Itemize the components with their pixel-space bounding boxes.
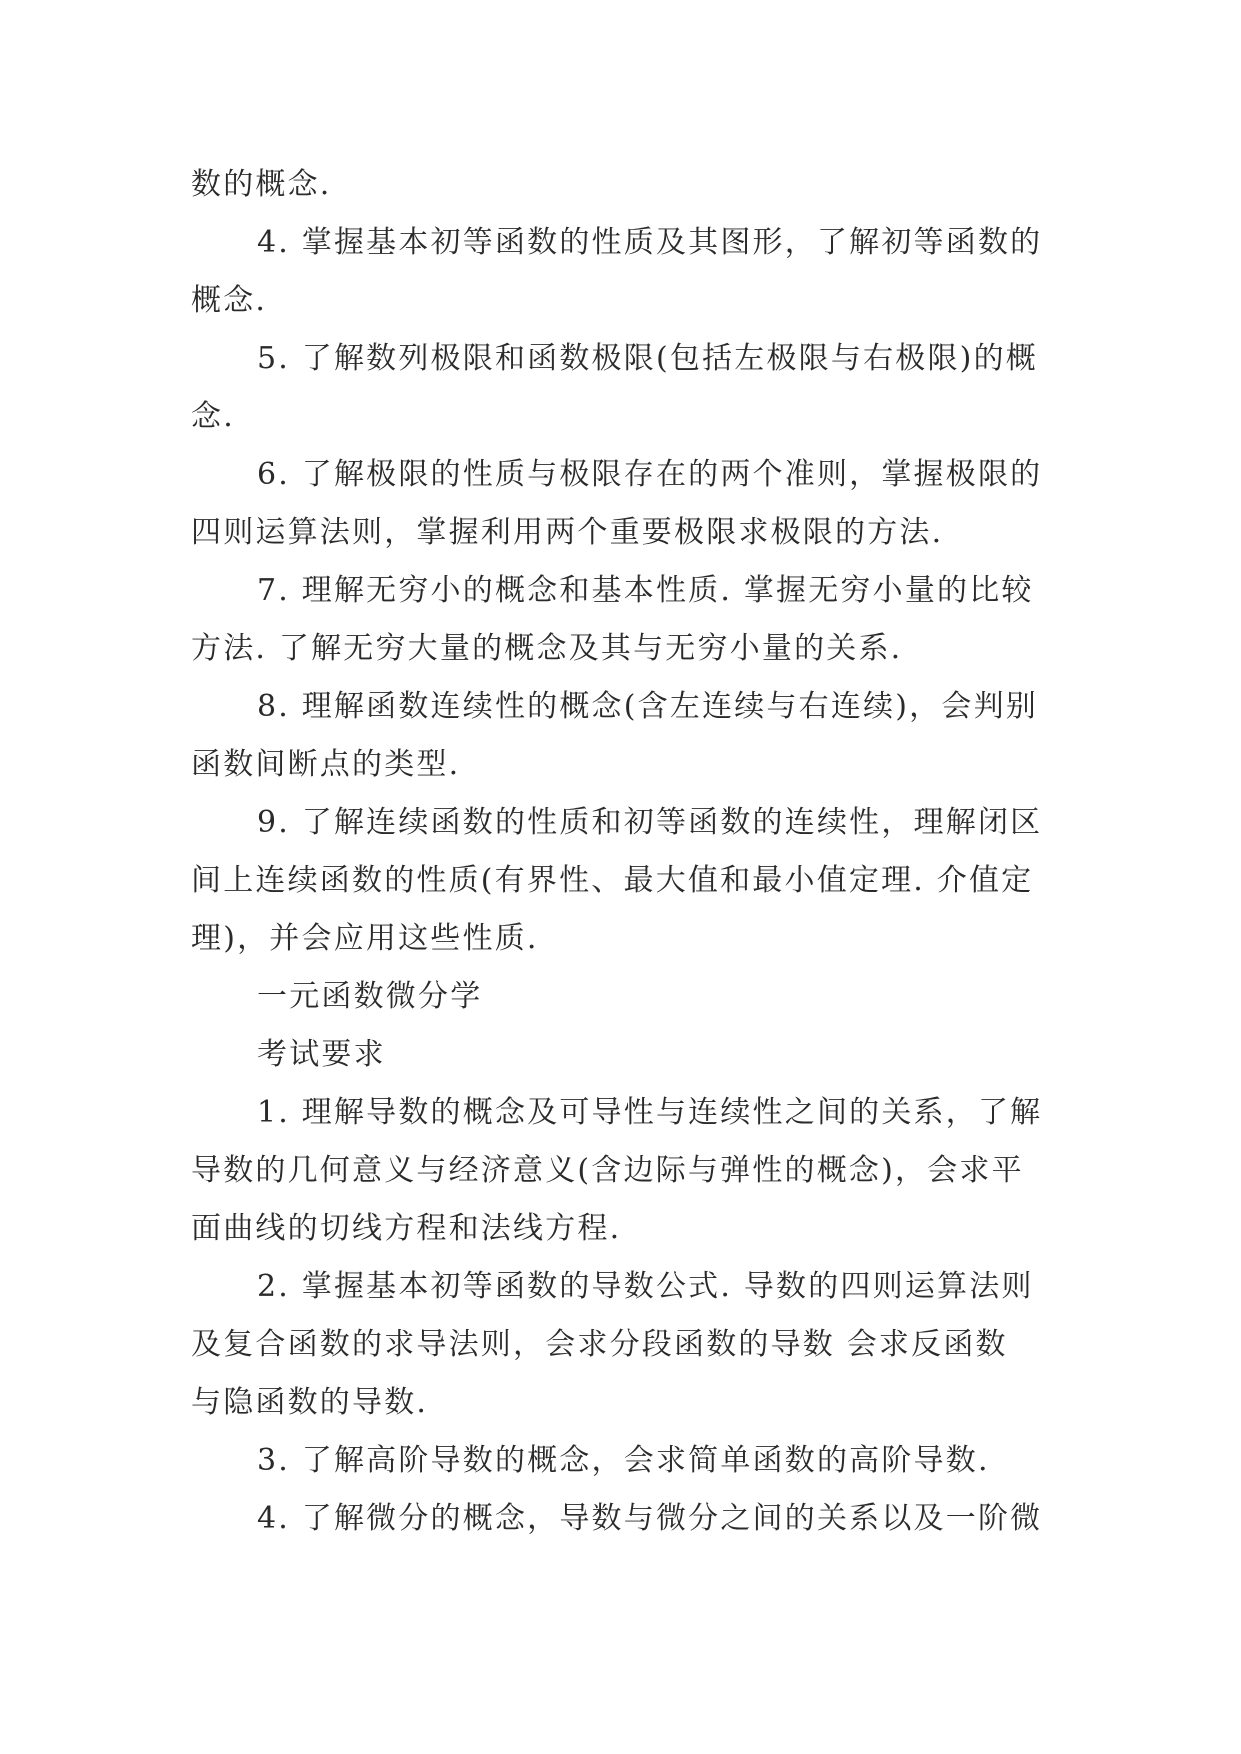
paragraph-item-4 bbox=[191, 214, 1051, 330]
section-title: 一元函数微分学 bbox=[257, 979, 483, 1014]
text-line: 数的概念. bbox=[191, 167, 332, 202]
paragraph-item-8 bbox=[191, 678, 1051, 794]
text-line: 3. 了解高阶导数的概念，会求简单函数的高阶导数. bbox=[257, 1443, 990, 1478]
text-line: 间上连续函数的性质(有界性、最大值和最小值定理. 介值定 bbox=[191, 863, 1034, 898]
paragraph-req-3 bbox=[191, 1432, 1051, 1490]
subsection-title: 考试要求 bbox=[257, 1037, 386, 1072]
paragraph-req-1 bbox=[191, 1084, 1051, 1258]
paragraph-item-9 bbox=[191, 794, 1051, 968]
paragraph-continuation bbox=[191, 156, 1051, 214]
text-line: 概念. bbox=[191, 283, 268, 318]
paragraph-item-5 bbox=[191, 330, 1051, 446]
text-line: 理)，并会应用这些性质. bbox=[191, 921, 539, 956]
text-line: 2. 掌握基本初等函数的导数公式. 导数的四则运算法则 bbox=[257, 1269, 1034, 1304]
text-line: 5. 了解数列极限和函数极限(包括左极限与右极限)的概 bbox=[257, 341, 1038, 376]
paragraph-item-6 bbox=[191, 446, 1051, 562]
text-line: 8. 理解函数连续性的概念(含左连续与右连续)，会判别 bbox=[257, 689, 1038, 724]
text-line: 方法. 了解无穷大量的概念及其与无穷小量的关系. bbox=[191, 631, 903, 666]
section-heading bbox=[191, 968, 1051, 1026]
text-line: 四则运算法则，掌握利用两个重要极限求极限的方法. bbox=[191, 515, 944, 550]
text-line: 6. 了解极限的性质与极限存在的两个准则，掌握极限的 bbox=[257, 457, 1043, 492]
paragraph-item-7 bbox=[191, 562, 1051, 678]
document-body bbox=[191, 156, 1051, 1548]
text-line: 4. 了解微分的概念，导数与微分之间的关系以及一阶微 bbox=[257, 1501, 1043, 1536]
text-line: 4. 掌握基本初等函数的性质及其图形，了解初等函数的 bbox=[257, 225, 1043, 260]
text-line: 7. 理解无穷小的概念和基本性质. 掌握无穷小量的比较 bbox=[257, 573, 1034, 608]
text-line: 9. 了解连续函数的性质和初等函数的连续性，理解闭区 bbox=[257, 805, 1043, 840]
text-line: 念. bbox=[191, 399, 235, 434]
text-line: 及复合函数的求导法则，会求分段函数的导数 会求反函数 bbox=[191, 1327, 1008, 1362]
text-line: 面曲线的切线方程和法线方程. bbox=[191, 1211, 622, 1246]
text-line: 函数间断点的类型. bbox=[191, 747, 461, 782]
subsection-heading bbox=[191, 1026, 1051, 1084]
text-line: 1. 理解导数的概念及可导性与连续性之间的关系，了解 bbox=[257, 1095, 1043, 1130]
paragraph-req-2 bbox=[191, 1258, 1051, 1432]
text-line: 与隐函数的导数. bbox=[191, 1385, 429, 1420]
text-line: 导数的几何意义与经济意义(含边际与弹性的概念)，会求平 bbox=[191, 1153, 1024, 1188]
paragraph-req-4 bbox=[191, 1490, 1051, 1548]
